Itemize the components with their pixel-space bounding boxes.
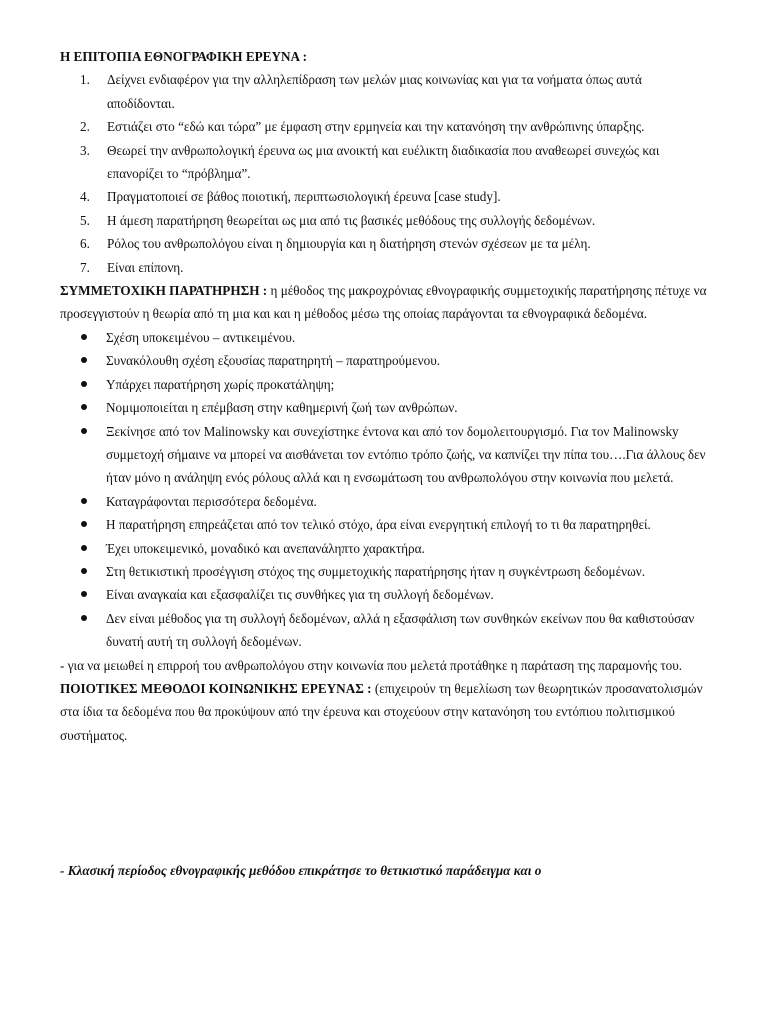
list-item <box>60 185 710 208</box>
list-item-text: Πραγματοποιεί σε βάθος ποιοτική, περιπτωσιολογική έρευνα [case study]. <box>107 189 501 205</box>
list-item-text: Ρόλος του ανθρωπολόγου είναι η δημιουργία και η διατήρηση στενών σχέσεων με τα μέλη. <box>107 236 591 252</box>
bullet-icon <box>81 615 87 621</box>
bullet-text: Ξεκίνησε από τον Malinowsky και συνεχίστηκε έντονα και από τον δομολειτουργισμό. Για τον Malinowsky συμμετοχή σήμαινε να μπορεί να αισθάνεται τον εντόπιο τρόπο ζωής, να καπνίζει την πίπα του….Για άλλους δεν ήταν μόνο η ανάληψη ενός ρόλους αλλά και η ενσωμάτωση του ανθρωπολόγου στην κοινωνία που μελετά. <box>106 423 706 486</box>
bullet-item <box>60 513 710 536</box>
paragraph-text: η μέθοδος της μακροχρόνιας εθνογραφικής συμμετοχικής παρατήρησης πέτυχε να προσεγγιστούν η θεωρία από τη μια και και η μέθοδος μέσω της οποίας παράγονται τα εθνογραφικά δεδομένα. <box>60 283 707 322</box>
bullet-icon <box>81 591 87 597</box>
bullet-text: Νομιμοποιείται η επέμβαση στην καθημερινή ζωή των ανθρώπων. <box>106 400 458 416</box>
note-text: - για να μειωθεί η επιρροή του ανθρωπολόγου στην κοινωνία που μελετά προτάθηκε η παράταση της παραμονής του. <box>60 657 683 673</box>
list-item <box>60 232 710 255</box>
list-item <box>60 209 710 232</box>
bullet-list <box>60 326 710 654</box>
bullet-icon <box>81 404 87 410</box>
bullet-text: Δεν είναι μέθοδος για τη συλλογή δεδομένων, αλλά η εξασφάλιση των συνθηκών εκείνων που θα καθιστούσαν δυνατή αυτή τη συλλογή δεδομένων. <box>106 610 695 650</box>
bullet-icon <box>81 545 87 551</box>
paragraph-text: (επιχειρούν τη θεμελίωση των θεωρητικών προσανατολισμών στα ίδια τα δεδομένα που θα προκύψουν από την έρευνα και στοχεύουν στην κατανόηση του εντόπιου πολιτισμικού συστήματος. <box>60 680 703 743</box>
bullet-text: Συνακόλουθη σχέση εξουσίας παρατηρητή – παρατηρούμενου. <box>106 353 441 369</box>
final-line: - Κλασική περίοδος εθνογραφικής μεθόδου επικράτησε το θετικιστικό παράδειγμα και ο <box>60 863 542 879</box>
list-item-text: Είναι επίπονη. <box>107 259 184 275</box>
blank-space <box>60 747 710 859</box>
list-number: 6. <box>80 236 90 252</box>
bullet-icon <box>81 568 87 574</box>
document-body <box>60 45 710 883</box>
bullet-item <box>60 537 710 560</box>
section-heading-participant-observation: ΣΥΜΜΕΤΟΧΙΚΗ ΠΑΡΑΤΗΡΗΣΗ : <box>60 283 268 299</box>
section-heading-ethnographic-research: Η ΕΠΙΤΟΠΙΑ ΕΘΝΟΓΡΑΦΙΚΗ ΕΡΕΥΝΑ : <box>60 49 307 64</box>
bullet-text: Είναι αναγκαία και εξασφαλίζει τις συνθήκες για τη συλλογή δεδομένων. <box>106 587 494 603</box>
bullet-text: Σχέση υποκειμένου – αντικειμένου. <box>106 329 296 345</box>
bullet-text: Έχει υποκειμενικό, μοναδικό και ανεπανάληπτο χαρακτήρα. <box>106 540 425 556</box>
bullet-icon <box>81 357 87 363</box>
list-number: 5. <box>80 212 90 228</box>
bullet-text: Στη θετικιστική προσέγγιση στόχος της συμμετοχικής παρατήρησης ήταν η συγκέντρωση δεδομένων. <box>106 563 646 579</box>
list-number: 7. <box>80 259 90 275</box>
paragraph-participant-observation <box>60 279 710 326</box>
paragraph-qualitative-methods <box>60 677 710 747</box>
note-paragraph <box>60 654 710 677</box>
bullet-icon <box>81 428 87 434</box>
section-heading-qualitative-methods: ΠΟΙΟΤΙΚΕΣ ΜΕΘΟΔΟΙ ΚΟΙΝΩΝΙΚΗΣ ΕΡΕΥΝΑΣ : <box>60 680 372 696</box>
list-item <box>60 115 710 138</box>
bullet-item <box>60 326 710 349</box>
bullet-icon <box>81 381 87 387</box>
numbered-list <box>60 68 710 279</box>
list-number: 3. <box>80 142 90 158</box>
bullet-text: Υπάρχει παρατήρηση χωρίς προκατάληψη; <box>106 376 335 392</box>
list-number: 4. <box>80 189 90 205</box>
bullet-item <box>60 420 710 490</box>
bullet-icon <box>81 334 87 340</box>
bullet-text: Η παρατήρηση επηρεάζεται από τον τελικό στόχο, άρα είναι ενεργητική επιλογή το τι θα παρατηρηθεί. <box>106 517 651 533</box>
list-item-text: Θεωρεί την ανθρωπολογική έρευνα ως μια ανοικτή και ευέλικτη διαδικασία που αναθεωρεί συνεχώς και επανορίζει το “πρόβλημα”. <box>107 142 660 182</box>
bullet-item <box>60 349 710 372</box>
bullet-item <box>60 373 710 396</box>
bullet-item <box>60 583 710 606</box>
bullet-item <box>60 607 710 654</box>
bullet-item <box>60 396 710 419</box>
list-number: 1. <box>80 72 90 88</box>
bullet-item <box>60 560 710 583</box>
list-item-text: Εστιάζει στο “εδώ και τώρα” με έμφαση στην ερμηνεία και την κατανόηση την ανθρώπινης ύπαρξης. <box>107 119 645 135</box>
list-item-text: Η άμεση παρατήρηση θεωρείται ως μια από τις βασικές μεθόδους της συλλογής δεδομένων. <box>107 212 596 228</box>
bullet-icon <box>81 498 87 504</box>
list-item <box>60 256 710 279</box>
list-item <box>60 68 710 115</box>
list-item <box>60 139 710 186</box>
list-item-text: Δείχνει ενδιαφέρον για την αλληλεπίδραση των μελών μιας κοινωνίας και για τα νοήματα όπως αυτά αποδίδονται. <box>107 72 642 111</box>
list-number: 2. <box>80 119 90 135</box>
bullet-icon <box>81 521 87 527</box>
bullet-item <box>60 490 710 513</box>
bullet-text: Καταγράφονται περισσότερα δεδομένα. <box>106 493 317 509</box>
